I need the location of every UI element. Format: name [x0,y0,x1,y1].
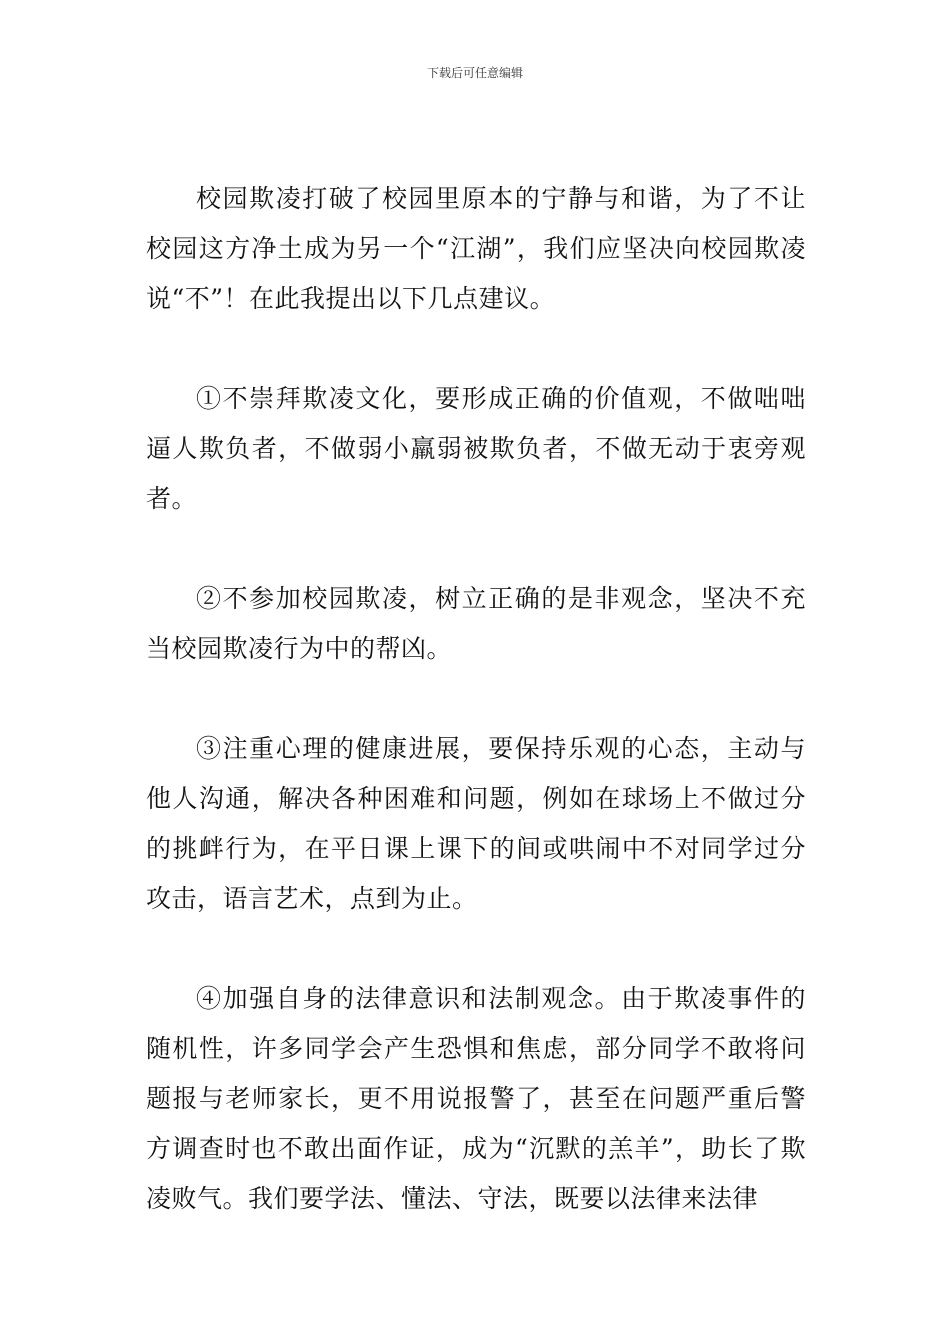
paragraph-suggestion-1: ①不崇拜欺凌文化，要形成正确的价值观，不做咄咄逼人欺负者，不做弱小羸弱被欺负者，不做无动于衷旁观者。 [146,384,806,513]
paragraph-intro: 校园欺凌打破了校园里原本的宁静与和谐，为了不让校园这方净土成为另一个“江湖”，我们应坚决向校园欺凌说“不”！在此我提出以下几点建议。 [146,184,806,313]
paragraph-suggestion-4: ④加强自身的法律意识和法制观念。由于欺凌事件的随机性，许多同学会产生恐惧和焦虑，部分同学不敢将问题报与老师家长，更不用说报警了，甚至在问题严重后警方调查时也不敢出面作证，成为“沉默的羔羊”，助长了欺凌败气。我们要学法、懂法、守法，既要以法律来法律 [146,984,806,1213]
paragraph-suggestion-3: ③注重心理的健康进展，要保持乐观的心态，主动与他人沟通，解决各种困难和问题，例如在球场上不做过分的挑衅行为，在平日课上课下的间或哄闹中不对同学过分攻击，语言艺术，点到为止。 [146,734,806,913]
page-header-note: 下载后可任意编辑 [426,66,523,80]
document-body [146,174,806,1274]
paragraph-suggestion-2: ②不参加校园欺凌，树立正确的是非观念，坚决不充当校园欺凌行为中的帮凶。 [146,584,806,663]
